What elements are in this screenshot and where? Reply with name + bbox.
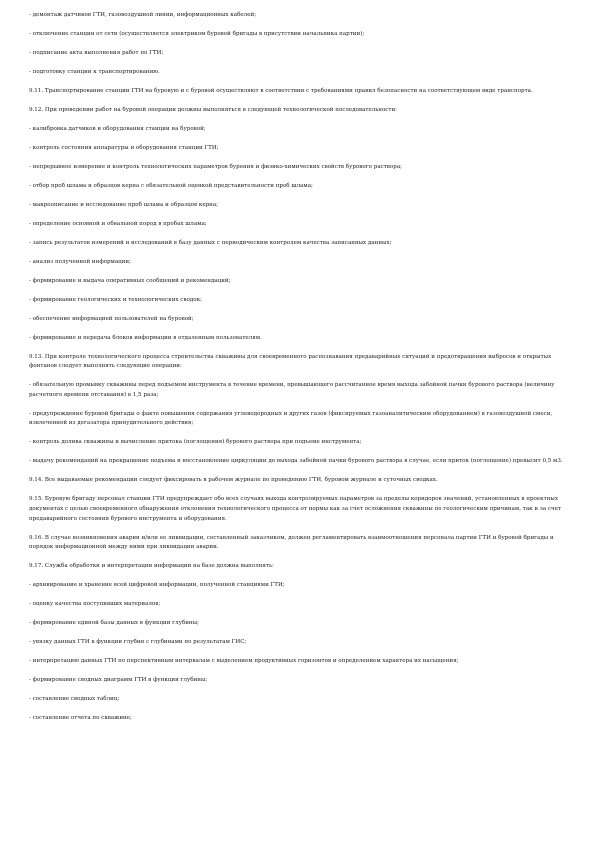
list-item: - калибровка датчиков и оборудования станции на буровой; [29, 125, 206, 132]
list-item: - контроль долива скважины и вычисление притока (поглощения) бурового раствора при подъеме инструмента; [29, 439, 362, 446]
list-item: - контроль состояния аппаратуры и оборудования станции ГТИ; [29, 144, 219, 151]
list-item: - подписание акта выполнения работ по ГТИ; [29, 49, 164, 56]
list-item: - анализ полученной информации; [29, 258, 132, 265]
section-paragraph: 9.16. В случае возникновения аварии и/или ее ликвидации, составленный заказчиком, должен регламентировать взаимоотношения персонала партии ГТИ и буровой бригады и порядок информационной между ними при ликвидации аварии. [29, 534, 554, 551]
list-item: - непрерывное измерение и контроль технологических параметров бурения и физико-химических свойств бурового раствора; [29, 163, 402, 170]
list-item: - составление сводных таблиц; [29, 696, 120, 703]
list-item: - подготовку станции к транспортированию. [29, 68, 160, 75]
list-item: - архивирование и хранение всей цифровой информации, полученной станциями ГТИ; [29, 582, 285, 589]
list-item: - формирование и выдача оперативных сообщений и рекомендаций; [29, 277, 231, 284]
list-item: - составление отчета по скважине; [29, 715, 132, 722]
section-paragraph: 9.15. Буровую бригаду персонал станции ГТИ предупреждает обо всех случаях выхода контролируемых параметров за пределы коридоров значений, установленных в проектных документах с целью своевременного обнаружения отклонения технологического процесса от нормы как за счет осложнения скважины по геологическим причинам, так и за счет предаварийного состояния бурового инструмента и оборудования. [29, 496, 562, 522]
list-item: - увязку данных ГТИ в функции глубин с глубинами по результатам ГИС; [29, 639, 247, 646]
section-paragraph: 9.13. При контроле технологического процесса строительства скважины для своевременного распознавания предаварийных ситуаций и предотвращения выбросов и открытых фонтанов следует выполнять следующие операции: [29, 353, 552, 370]
list-item: - выдачу рекомендаций на прекращение подъема и восстановление циркуляции до выхода забойной пачки бурового раствора в случае, если приток (поглощение) превысит 0,5 м3. [29, 458, 563, 465]
list-item: - запись результатов измерений и исследований в базу данных с периодическим контролем качества записанных данных; [29, 239, 392, 246]
list-item: - обязательную промывку скважины перед подъемом инструмента в течение времени, превышающего рассчитанное время выхода забойной пачки бурового раствора (величину расчетного времени отставания) в 1,5 раза; [29, 382, 555, 398]
list-item: - определение основной и обвальной пород в пробах шлама; [29, 220, 207, 227]
list-item: - предупреждение буровой бригады о факте повышения содержания углеводородных и других газов (фиксируемых газоаналитическим оборудованием) в газовоздушной смеси, извлеченной из дегазатора принудительного действия; [29, 410, 553, 427]
list-item: - формирование сводных диаграмм ГТИ в функции глубины; [29, 677, 208, 684]
section-paragraph: 9.12. При проведении работ на буровой операции должны выполняться в следующей технологической последовательности: [29, 106, 398, 113]
list-item: - оценку качества поступивших материалов; [29, 601, 161, 608]
list-item: - формирование геологических и технологических сводок; [29, 296, 202, 303]
section-paragraph: 9.14. Все выдаваемые рекомендации следует фиксировать в рабочем журнале по проведению ГТИ, буровом журнале и суточных сводках. [29, 477, 438, 484]
list-item: - интерпретацию данных ГТИ по перспективным интервалам с выделением продуктивных горизонтов и определением характера их насыщения; [29, 658, 459, 665]
list-item: - отключение станции от сети (осуществляется электриком буровой бригады в присутствии начальника партии); [29, 30, 365, 37]
list-item: - макроописание и исследование проб шлама и образцов керна; [29, 201, 219, 208]
list-item: - отбор проб шлама и образцов керна с обязательной оценкой представительности проб шлама; [29, 182, 313, 189]
list-item: - формирование единой базы данных в функции глубины; [29, 620, 199, 627]
list-item: - обеспечение информацией пользователей на буровой; [29, 315, 194, 322]
section-paragraph: 9.17. Служба обработки и интерпретации информации на базе должна выполнять: [29, 563, 274, 570]
section-paragraph: 9.11. Транспортирование станции ГТИ на буровую и с буровой осуществляют в соответствии с требованиями правил безопасности на соответствующем виде транспорта. [29, 87, 533, 94]
list-item: - демонтаж датчиков ГТИ, газовоздушной линии, информационных кабелей; [29, 12, 257, 18]
list-item: - формирование и передача блоков информации в отдаленным пользователям. [29, 334, 262, 341]
